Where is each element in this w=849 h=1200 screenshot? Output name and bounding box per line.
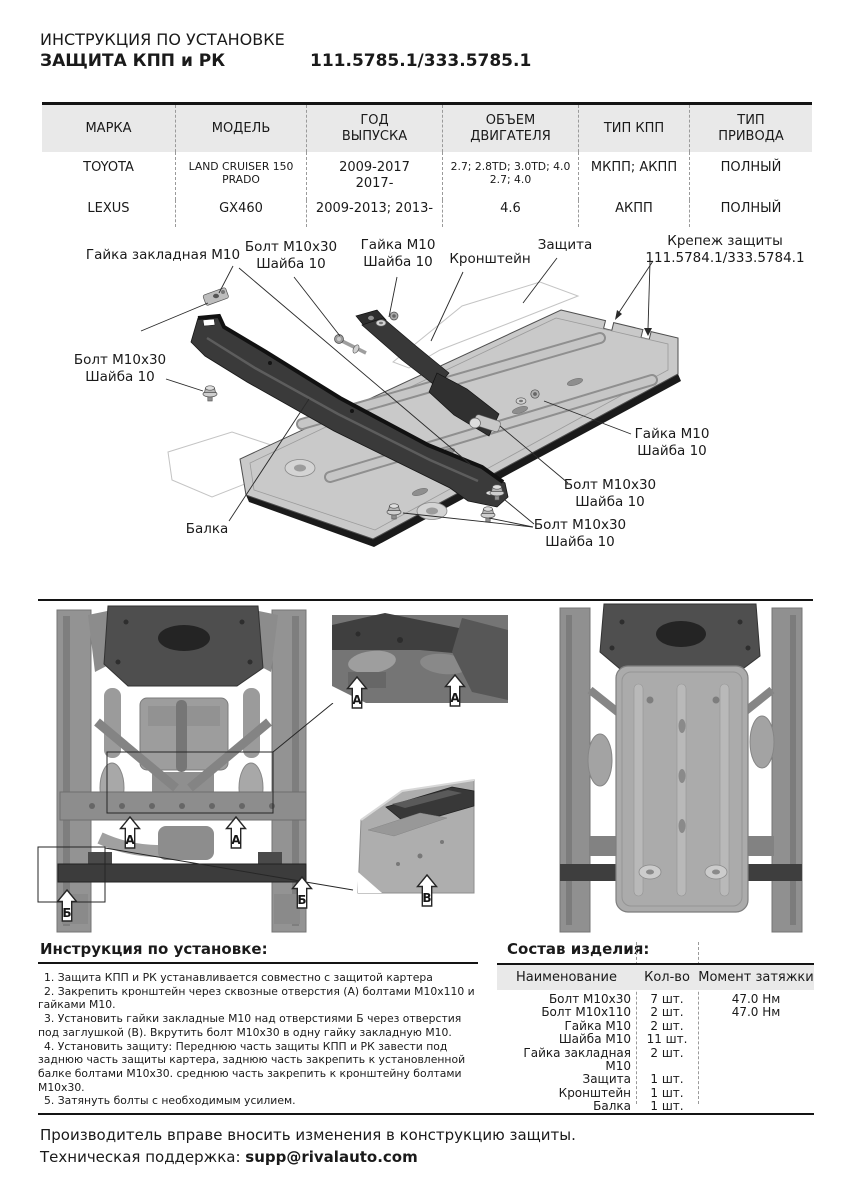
instruction-step: 3. Установить гайки закладные М10 над отверстиями Б через отверстия под заглушкой (В). Вкрутить болт М10х30 в одну гайку закладную М10. bbox=[38, 1012, 462, 1039]
spec-header-row bbox=[42, 105, 812, 152]
col-header-name: Наименование bbox=[515, 970, 618, 985]
support-line bbox=[40, 1148, 418, 1166]
col-header-gearbox: ТИП КПП bbox=[578, 105, 689, 152]
parts-header-row bbox=[497, 963, 814, 990]
product-title: ЗАЩИТА КПП и РК bbox=[40, 51, 226, 71]
shield-plate-icon bbox=[240, 310, 681, 547]
section-divider bbox=[38, 599, 813, 601]
doc-type-title: ИНСТРУКЦИЯ ПО УСТАНОВКЕ bbox=[40, 30, 285, 49]
cell-gearbox: АКПП bbox=[578, 200, 689, 227]
instructions-title: Инструкция по установке: bbox=[40, 940, 268, 958]
embed-nut-icon bbox=[203, 287, 229, 306]
label-fasteners: Крепеж защиты 111.5784.1/333.5784.1 bbox=[645, 233, 805, 266]
svg-text:А: А bbox=[450, 691, 460, 705]
col-header-drive: ТИП ПРИВОДА bbox=[689, 105, 812, 152]
parts-row: Кронштейн 1 шт. bbox=[558, 1085, 684, 1100]
col-header-years: ГОД ВЫПУСКА bbox=[306, 105, 442, 152]
instructions-underline bbox=[38, 962, 478, 964]
cell-engine: 2.7; 2.8TD; 3.0TD; 4.0 2.7; 4.0 bbox=[442, 152, 578, 200]
instruction-step: 5. Затянуть болты с необходимым усилием. bbox=[44, 1094, 296, 1108]
cell-brand: TOYOTA bbox=[83, 160, 134, 175]
footer-divider bbox=[38, 1113, 814, 1115]
label-embed-nut: Гайка закладная М10 bbox=[85, 247, 241, 263]
bolt-long-icon bbox=[335, 335, 367, 355]
parts-row: Защита 1 шт. bbox=[582, 1072, 684, 1087]
cell-model: GX460 bbox=[175, 200, 306, 227]
exploded-view-diagram bbox=[30, 228, 820, 602]
cell-engine: 4.6 bbox=[442, 200, 578, 227]
installation-photos bbox=[30, 602, 815, 940]
svg-text:А: А bbox=[352, 693, 362, 707]
vehicle-spec-table bbox=[42, 102, 812, 227]
table-row bbox=[42, 200, 812, 227]
parts-row: Шайба М10 11 шт. bbox=[558, 1032, 688, 1047]
label-shield: Защита bbox=[537, 237, 593, 253]
label-nut-right: Гайка М10 Шайба 10 bbox=[634, 426, 710, 459]
cell-brand: LEXUS bbox=[87, 201, 130, 216]
support-email: supp@rivalauto.com bbox=[245, 1148, 418, 1166]
parts-list bbox=[497, 940, 814, 1114]
photo-underbody-after bbox=[560, 604, 802, 932]
installation-instructions bbox=[38, 940, 478, 1108]
photo-underbody-before bbox=[57, 606, 306, 932]
svg-text:А: А bbox=[125, 833, 135, 847]
instruction-step: 1. Защита КПП и РК устанавливается совместно с защитой картера bbox=[44, 971, 433, 984]
svg-text:Б: Б bbox=[62, 906, 72, 920]
bolt-washer-icon bbox=[481, 507, 495, 522]
cell-model: LAND CRUISER 150 PRADO bbox=[175, 152, 306, 200]
parts-row: Болт М10х30 7 шт. 47.0 Нм bbox=[548, 992, 781, 1006]
manufacturer-note: Производитель вправе вносить изменения в конструкцию защиты. bbox=[40, 1126, 576, 1144]
svg-text:Б: Б bbox=[297, 893, 307, 907]
label-bracket: Кронштейн bbox=[449, 251, 531, 267]
col-header-model: МОДЕЛЬ bbox=[175, 105, 306, 152]
bolt-washer-icon bbox=[203, 386, 217, 401]
label-bolt-mid: Болт М10х30 Шайба 10 bbox=[563, 477, 657, 510]
label-bolt-top: Болт М10х30 Шайба 10 bbox=[244, 239, 338, 272]
col-header-engine: ОБЪЕМ ДВИГАТЕЛЯ bbox=[442, 105, 578, 152]
support-label: Техническая поддержка: bbox=[40, 1148, 246, 1166]
col-header-brand: МАРКА bbox=[42, 105, 175, 152]
svg-text:В: В bbox=[422, 891, 432, 905]
cell-gearbox: МКПП; АКПП bbox=[578, 152, 689, 200]
instruction-step: 2. Закрепить кронштейн через сквозные отверстия (А) болтами М10х110 и гайками М10. bbox=[38, 984, 475, 1012]
cell-years: 2009-2013; 2013- bbox=[306, 200, 442, 227]
parts-row: Балка 1 шт. bbox=[593, 1099, 684, 1114]
photo-inset-v bbox=[358, 780, 474, 893]
label-bolt-bottom: Болт М10х30 Шайба 10 bbox=[533, 517, 627, 550]
cell-years: 2009-2017 2017- bbox=[306, 152, 442, 200]
col-header-qty: Кол-во bbox=[644, 970, 690, 985]
parts-row: Гайка М10 2 шт. bbox=[564, 1018, 684, 1033]
cell-drive: ПОЛНЫЙ bbox=[689, 200, 812, 227]
callout-arrow-a bbox=[227, 817, 246, 848]
parts-title: Состав изделия: bbox=[507, 940, 650, 958]
col-header-torque: Момент затяжки bbox=[698, 970, 814, 985]
parts-row: Болт М10х110 2 шт. 47.0 Нм bbox=[541, 1005, 781, 1020]
part-numbers: 111.5785.1/333.5785.1 bbox=[310, 51, 532, 71]
label-beam: Балка bbox=[185, 521, 229, 537]
cell-drive: ПОЛНЫЙ bbox=[689, 152, 812, 200]
label-nut-top: Гайка М10 Шайба 10 bbox=[360, 237, 436, 270]
instruction-step: 4. Установить защиту: Переднюю часть защиты КПП и РК завести под заднюю часть защиты картера, заднюю часть закрепить к установленной балке болтами М10х30. среднюю часть закрепить к кронштейну болтами М10х30. bbox=[38, 1039, 466, 1094]
label-bolt-left: Болт М10х30 Шайба 10 bbox=[73, 352, 167, 385]
parts-row: Гайка закладная М10 2 шт. bbox=[523, 1045, 684, 1074]
table-row bbox=[42, 152, 812, 200]
svg-text:А: А bbox=[231, 833, 241, 847]
